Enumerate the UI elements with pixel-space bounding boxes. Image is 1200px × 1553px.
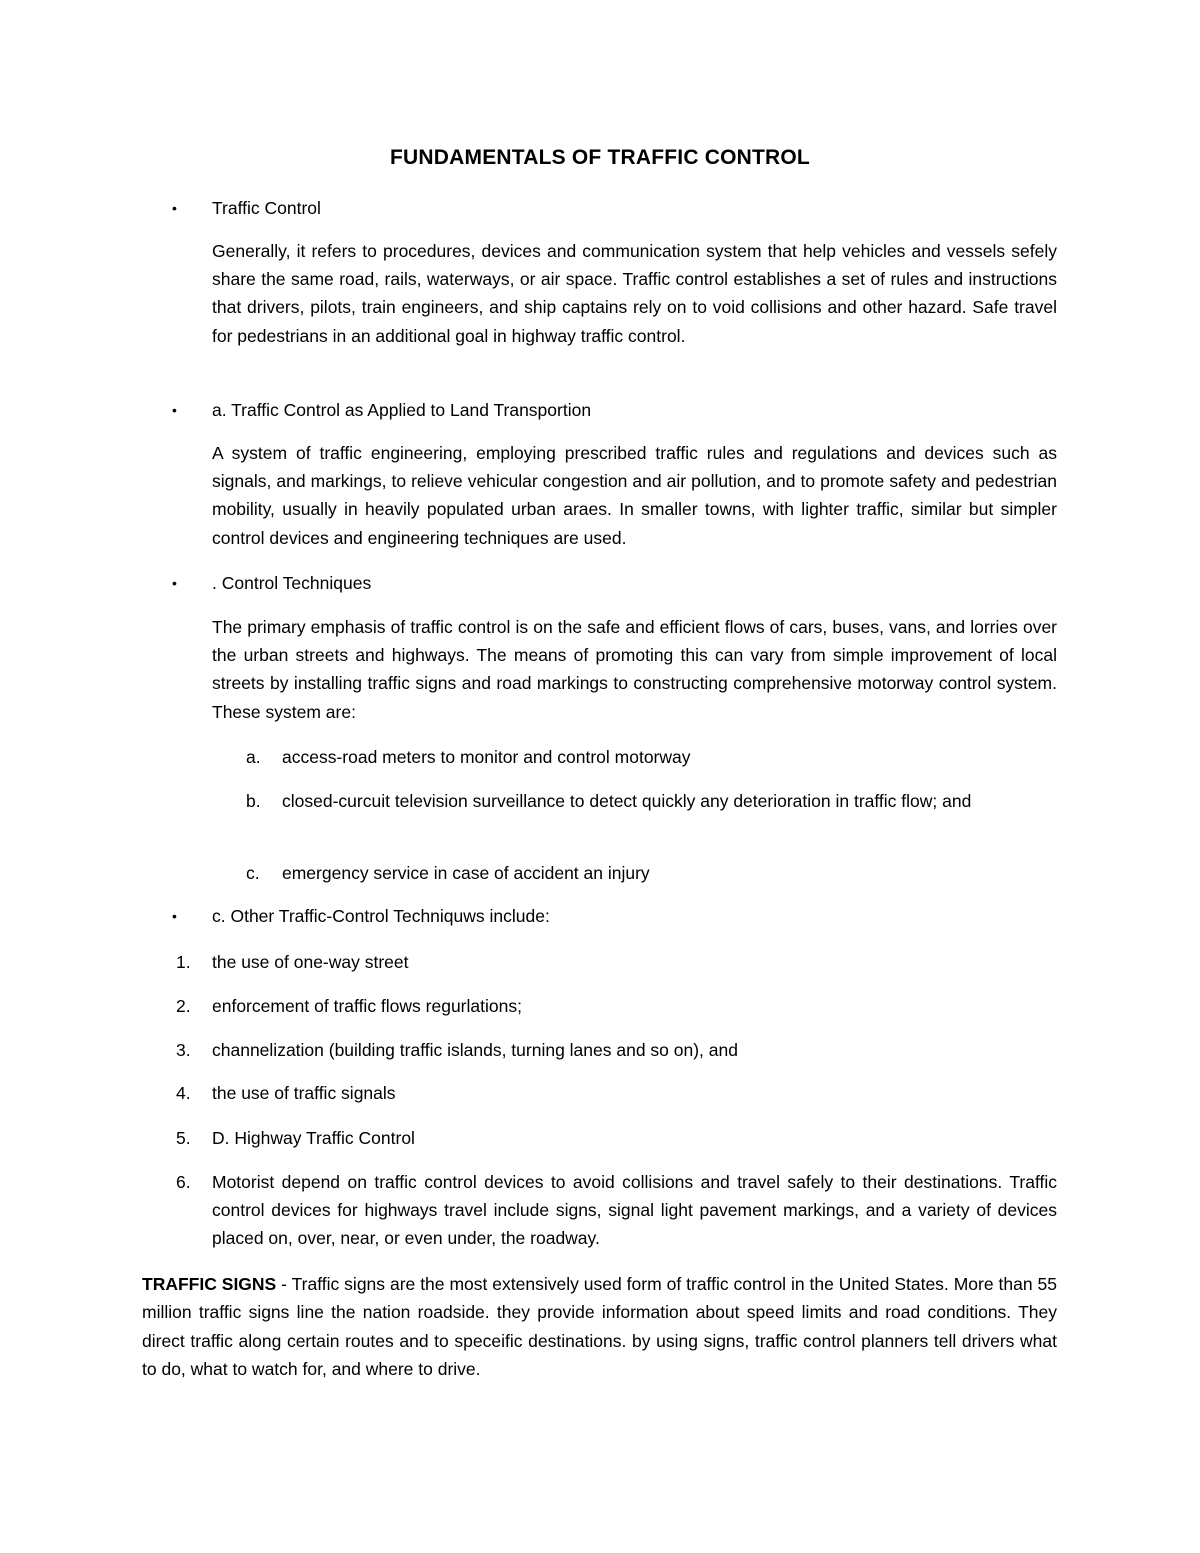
bullet-icon: • <box>172 908 177 924</box>
list-item-text: Motorist depend on traffic control devices to avoid collisions and travel safely to their destinations. Traffic control devices for highways travel include signs, signal light pavement markings, and a variety of devices placed on, over, near, or even under, the roadway. <box>212 1172 1057 1249</box>
traffic-signs-lead: TRAFFIC SIGNS <box>142 1274 277 1294</box>
document-title: FUNDAMENTALS OF TRAFFIC CONTROL <box>390 146 810 169</box>
list-item-text: channelization (building traffic islands, turning lanes and so on), and <box>212 1040 738 1060</box>
list-item-text: closed-curcuit television surveillance to detect quickly any deterioration in traffic flow; and <box>282 791 972 811</box>
list-item-text: D. Highway Traffic Control <box>212 1128 415 1148</box>
section-body: A system of traffic engineering, employing prescribed traffic rules and regulations and devices such as signals, and markings, to relieve vehicular congestion and air pollution, and to promote safety and pedestrian mobility, usually in heavily populated urban araes. In smaller towns, with lighter traffic, similar but simpler control devices and engineering techniques are used. <box>212 443 1057 548</box>
bullet-icon: • <box>172 575 177 591</box>
traffic-signs-paragraph <box>142 1270 1057 1384</box>
list-item-text: the use of one-way street <box>212 952 409 972</box>
section-heading: c. Other Traffic-Control Techniquws include: <box>212 906 550 926</box>
section-heading: . Control Techniques <box>212 573 372 593</box>
traffic-signs-text: - Traffic signs are the most extensively used form of traffic control in the United States. More than 55 million traffic signs line the nation roadside. they provide information about speed limits and road conditions. They direct traffic along certain routes and to speceific destinations. by using signs, traffic control planners tell drivers what to do, what to watch for, and where to drive. <box>142 1274 1057 1380</box>
list-item-number: 1. <box>176 952 191 972</box>
list-item-text: emergency service in case of accident an injury <box>282 863 650 883</box>
list-item-label: b. <box>246 791 261 811</box>
section-heading: Traffic Control <box>212 198 321 218</box>
list-item-label: c. <box>246 863 260 883</box>
list-item-label: a. <box>246 747 261 767</box>
list-item-number: 3. <box>176 1040 191 1060</box>
bullet-icon: • <box>172 200 177 216</box>
list-item-text: access-road meters to monitor and control motorway <box>282 747 691 767</box>
list-item-text: the use of traffic signals <box>212 1083 396 1103</box>
bullet-icon: • <box>172 402 177 418</box>
section-body: Generally, it refers to procedures, devices and communication system that help vehicles and vessels sefely share the same road, rails, waterways, or air space. Traffic control establishes a set of rules and instructions that drivers, pilots, train engineers, and ship captains rely on to void collisions and other hazard. Safe travel for pedestrians in an additional goal in highway traffic control. <box>212 241 1057 346</box>
list-item-number: 2. <box>176 996 191 1016</box>
section-body: The primary emphasis of traffic control is on the safe and efficient flows of cars, buses, vans, and lorries over the urban streets and highways. The means of promoting this can vary from simple improvement of local streets by installing traffic signs and road markings to constructing comprehensive motorway control system. These system are: <box>212 617 1057 722</box>
list-item-number: 6. <box>176 1172 191 1192</box>
section-heading: a. Traffic Control as Applied to Land Transportion <box>212 400 592 420</box>
list-item-number: 4. <box>176 1083 191 1103</box>
list-item-number: 5. <box>176 1128 191 1148</box>
list-item-text: enforcement of traffic flows regurlations; <box>212 996 522 1016</box>
